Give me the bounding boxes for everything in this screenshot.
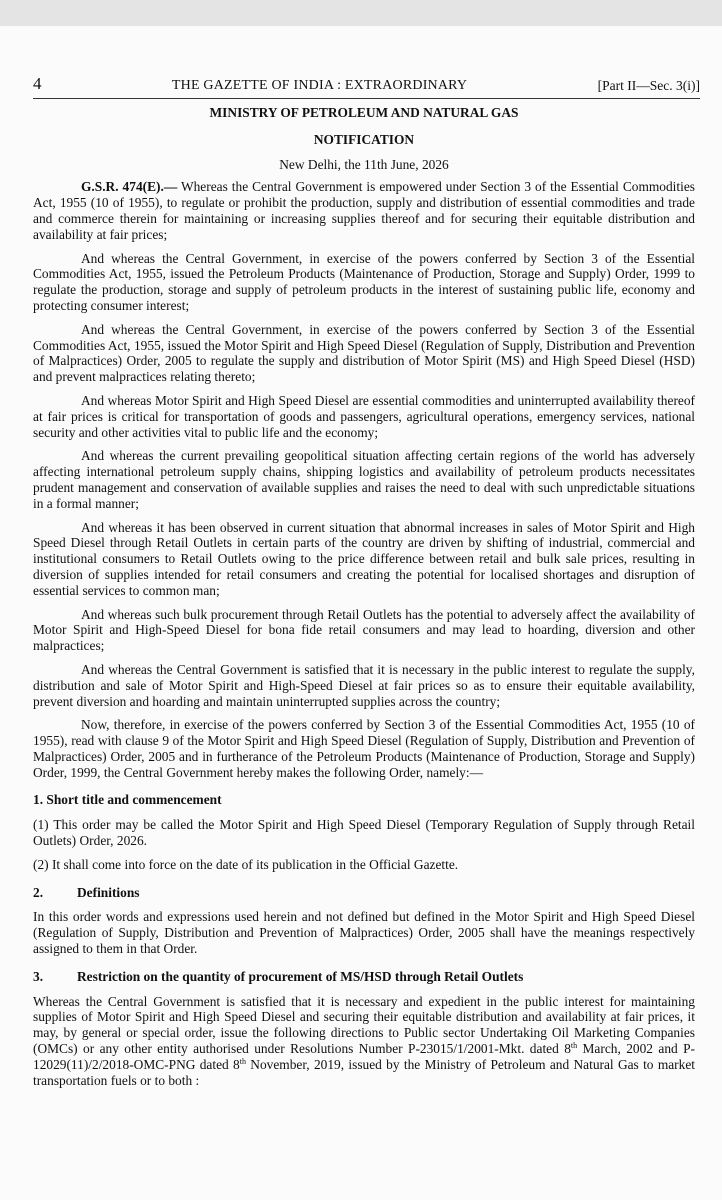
preamble-paragraph: And whereas the Central Government, in exercise of the powers conferred by Section 3 of the Essential Commodities Act, 1955, issued the Motor Spirit and High Speed Diesel (Regulation of Supply, Distribution and Prevention of Malpractices) Order, 2005 to regulate the supply and distribution of Motor Spirit (MS) and High Speed Diesel (HSD) and prevent malpractices relating thereto; — [33, 321, 695, 385]
preamble-paragraph: And whereas Motor Spirit and High Speed Diesel are essential commodities and uninterrupted availability thereof at fair prices is critical for transportation of goods and passengers, agricultural operations, emergency services, national security and other activities vital to public life and the economy; — [33, 392, 695, 440]
section-2-heading — [33, 885, 695, 901]
section-3-number: 3. — [33, 968, 44, 984]
preamble-paragraph: And whereas the Central Government is satisfied that it is necessary in the public interest to regulate the supply, distribution and sale of Motor Spirit and High-Speed Diesel at fair prices so as to ensure their equitable availability, prevent diversion and hoarding and maintain uninterrupted supplies across the country; — [33, 661, 695, 709]
preamble-paragraph: G.S.R. 474(E).— Whereas the Central Government is empowered under Section 3 of the Essential Commodities Act, 1955 (10 of 1955), to regulate or prohibit the production, supply and distribution of essential commodities and trade and commerce therein for maintaining or increasing supplies thereof and for securing their equitable distribution and availability at fair prices; — [33, 179, 695, 242]
superscript-th: th — [239, 1056, 246, 1066]
page-number: 4 — [33, 74, 42, 93]
preamble-paragraph: And whereas the current prevailing geopolitical situation affecting certain regions of the world has adversely affecting international petroleum supply chains, shipping logistics and availability of petroleum products necessitates prudent management and conservation of available supplies and raises the need to deal with such unpredictable situations in a formal manner; — [33, 448, 695, 511]
gazette-header — [33, 68, 700, 99]
section-2-number: 2. — [33, 884, 44, 900]
gsr-number: G.S.R. 474(E).— — [81, 179, 178, 195]
preamble-paragraph: Now, therefore, in exercise of the powers conferred by Section 3 of the Essential Commodities Act, 1955 (10 of 1955), read with clause 9 of the Motor Spirit and High Speed Diesel (Regulation of Supply, Distribution and Prevention of Malpractices) Order, 2005 and in furtherance of the Petroleum Products (Maintenance of Production, Storage and Supply) Order, 1999, the Central Government hereby makes the following Order, namely:— — [33, 717, 695, 780]
notification-heading: NOTIFICATION — [313, 131, 415, 147]
section-3-title: Restriction on the quantity of procurement of MS/HSD through Retail Outlets — [77, 968, 524, 984]
superscript-th: th — [570, 1041, 578, 1051]
gazette-title: THE GAZETTE OF INDIA : EXTRAORDINARY — [171, 78, 468, 93]
place-date: New Delhi, the 11th June, 2026 — [279, 156, 449, 172]
notification-body — [33, 105, 695, 1096]
section-3-text: Whereas the Central Government is satisfied that it is necessary and expedient in the public interest for maintaining supplies of Motor Spirit and High Speed Diesel and securing their equitable distribution and availability at fair prices, it may, by general or special order, issue the following directions to Public sector Undertaking Oil Marketing Companies (OMCs) or any other entity authorised under Resolutions Number P-23015/1/2001-Mkt. dated 8th March, 2002 and P-12029(11)/2/2018-OMC-PNG dated 8th November, 2019, issued by the Ministry of Petroleum and Natural Gas to market transportation fuels or to both : — [33, 993, 696, 1088]
ministry-heading: MINISTRY OF PETROLEUM AND NATURAL GAS — [209, 105, 519, 120]
section-2-title: Definitions — [77, 884, 140, 900]
part-section: [Part II—Sec. 3(i)] — [597, 78, 700, 93]
preamble-paragraph: And whereas such bulk procurement through Retail Outlets has the potential to adversely affect the availability of Motor Spirit and High-Speed Diesel for bona fide retail consumers and may lead to hoarding, diversion and other malpractices; — [33, 606, 695, 654]
section-1-clause-1: (1) This order may be called the Motor Spirit and High Speed Diesel (Temporary Regulation of Supply through Retail Outlets) Order, 2026. — [33, 817, 695, 849]
section-2-text: In this order words and expressions used herein and not defined but defined in the Motor Spirit and High Speed Diesel (Regulation of Supply, Distribution and Prevention of Malpractices) Order, 2005 shall have the meanings respectively assigned to them in that Order. — [33, 909, 695, 957]
section-1-clause-2: (2) It shall come into force on the date of its publication in the Official Gazette. — [33, 856, 459, 872]
section-1-heading: 1. Short title and commencement — [33, 792, 222, 808]
preamble-paragraph: And whereas it has been observed in current situation that abnormal increases in sales of Motor Spirit and High Speed Diesel through Retail Outlets in certain parts of the country are driven by shifting of industrial, commercial and institutional consumers to Retail Outlets owing to the price difference between retail and bulk sale prices, resulting in diversion of supplies intended for retail consumers and creating the potential for localised shortages and disruption of essential services to common man; — [33, 519, 695, 598]
preamble-paragraph: And whereas the Central Government, in exercise of the powers conferred by Section 3 of the Essential Commodities Act, 1955, issued the Petroleum Products (Maintenance of Production, Storage and Supply) Order, 1999 to regulate the production, storage and supply of petroleum products in the interest of sustaining public life, economy and protecting consumer interest; — [33, 250, 695, 313]
top-margin-band — [0, 0, 722, 26]
section-3-heading — [33, 969, 695, 985]
